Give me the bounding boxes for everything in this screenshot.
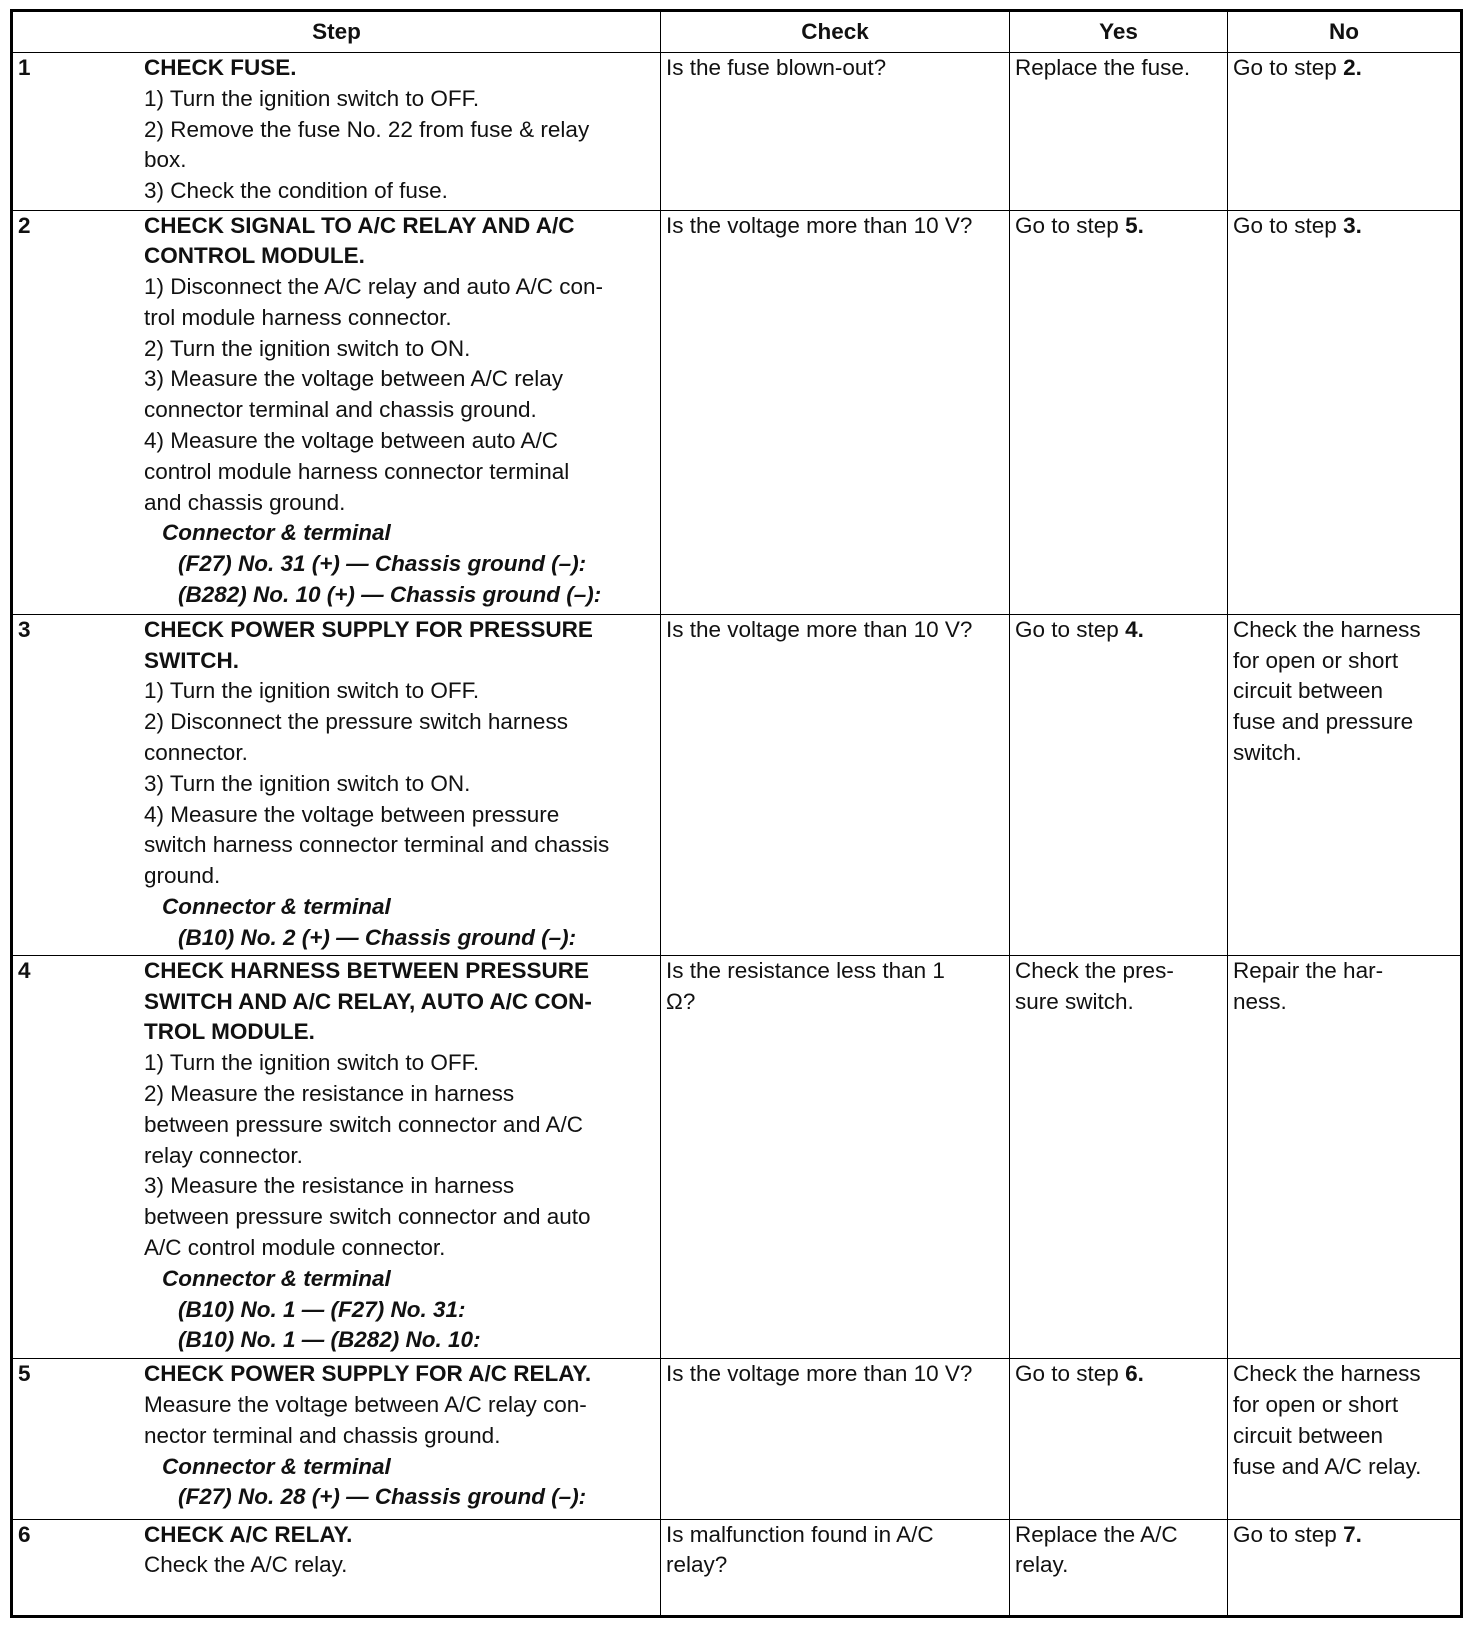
no-action: ness. [1233,988,1287,1014]
step-title: SWITCH AND A/C RELAY, AUTO A/C CON- [144,988,592,1014]
step-title: CHECK POWER SUPPLY FOR PRESSURE [144,616,593,642]
connector-terminal-heading: Connector & terminal [162,520,391,546]
step-instruction: Measure the voltage between A/C relay con- [144,1391,587,1417]
yes-cell [1010,1359,1228,1520]
step-instruction: 3) Turn the ignition switch to ON. [144,770,471,796]
step-title: CHECK HARNESS BETWEEN PRESSURE [144,957,590,983]
no-cell [1228,1359,1462,1520]
step-title: CHECK A/C RELAY. [144,1521,353,1547]
step-instruction: 2) Turn the ignition switch to ON. [144,335,471,361]
step-cell [12,210,661,614]
step-number: 6 [18,1521,31,1547]
step-title: CHECK FUSE. [144,55,297,80]
step-instruction: Check the A/C relay. [144,1552,348,1578]
header-row [12,11,1462,53]
step-instruction: between pressure switch connector and auto [144,1204,591,1230]
yes-action: relay. [1015,1552,1069,1578]
check-cell [661,53,1010,211]
no-action: circuit between [1233,678,1384,704]
step-title: CHECK SIGNAL TO A/C RELAY AND A/C [144,212,575,238]
yes-action: Go to step [1015,212,1126,238]
yes-action: sure switch. [1015,988,1134,1014]
no-step-ref: 3. [1343,212,1362,238]
step-instruction: 2) Remove the fuse No. 22 from fuse & relay [144,116,590,142]
check-question: Is the voltage more than 10 V? [666,1361,973,1387]
header-yes: Yes [1010,11,1228,53]
step-cell [12,53,661,211]
step-instruction: between pressure switch connector and A/C [144,1111,583,1137]
table-row [12,1519,1462,1616]
header-step: Step [12,11,661,53]
step-cell [12,614,661,955]
no-action: circuit between [1233,1422,1384,1448]
table-row [12,1359,1462,1520]
yes-action: Replace the fuse. [1015,55,1191,80]
no-cell [1228,210,1462,614]
yes-step-ref: 5. [1125,212,1144,238]
check-question: Is the voltage more than 10 V? [666,212,973,238]
step-instruction: 1) Turn the ignition switch to OFF. [144,85,480,111]
no-action: fuse and pressure [1233,709,1414,735]
step-instruction: switch harness connector terminal and chassis [144,832,610,858]
check-question: Is the fuse blown-out? [666,55,887,80]
yes-step-ref: 4. [1125,616,1144,642]
step-instruction: nector terminal and chassis ground. [144,1422,501,1448]
yes-cell [1010,53,1228,211]
check-cell [661,955,1010,1358]
yes-action: Go to step [1015,616,1126,642]
step-instruction: relay connector. [144,1142,303,1168]
step-cell [12,1359,661,1520]
yes-cell [1010,955,1228,1358]
check-cell [661,1359,1010,1520]
no-action: for open or short [1233,647,1399,673]
connector-terminal-heading: Connector & terminal [162,1453,391,1479]
step-number: 4 [18,957,31,983]
step-title: TROL MODULE. [144,1019,315,1045]
connector-terminal-item: (B10) No. 1 — (F27) No. 31: [178,1296,466,1322]
no-cell [1228,955,1462,1358]
step-cell [12,1519,661,1616]
no-action: Go to step [1233,55,1344,80]
step-instruction: 2) Disconnect the pressure switch harness [144,709,568,735]
yes-action: Check the pres- [1015,957,1174,983]
step-instruction: 1) Turn the ignition switch to OFF. [144,1050,480,1076]
step-title: CHECK POWER SUPPLY FOR A/C RELAY. [144,1361,592,1387]
step-instruction: 3) Check the condition of fuse. [144,178,448,204]
step-instruction: 1) Turn the ignition switch to OFF. [144,678,480,704]
check-question: relay? [666,1552,728,1578]
step-number: 3 [18,616,31,642]
table-row [12,955,1462,1358]
connector-terminal-item: (F27) No. 31 (+) — Chassis ground (–): [178,551,587,577]
connector-terminal-heading: Connector & terminal [162,1265,391,1291]
no-action: switch. [1233,739,1302,765]
step-instruction: 1) Disconnect the A/C relay and auto A/C con- [144,274,603,300]
header-check: Check [661,11,1010,53]
no-action: Go to step [1233,1521,1344,1547]
step-number: 1 [18,55,31,80]
step-title: SWITCH. [144,647,239,673]
no-action: Check the harness [1233,616,1421,642]
no-action: fuse and A/C relay. [1233,1453,1422,1479]
step-instruction: control module harness connector terminal [144,458,570,484]
step-instruction: A/C control module connector. [144,1235,446,1261]
check-cell [661,210,1010,614]
connector-terminal-heading: Connector & terminal [162,893,391,919]
check-question: Ω? [666,988,696,1014]
yes-cell [1010,1519,1228,1616]
step-instruction: trol module harness connector. [144,304,452,330]
step-number: 2 [18,212,31,238]
no-cell [1228,53,1462,211]
step-instruction: 4) Measure the voltage between pressure [144,801,560,827]
step-title: CONTROL MODULE. [144,243,365,269]
table-row [12,210,1462,614]
check-question: Is the resistance less than 1 [666,957,945,983]
connector-terminal-item: (B282) No. 10 (+) — Chassis ground (–): [178,582,602,608]
step-instruction: box. [144,147,187,173]
step-instruction: connector terminal and chassis ground. [144,397,537,423]
step-instruction: and chassis ground. [144,489,346,515]
yes-cell [1010,614,1228,955]
check-question: Is the voltage more than 10 V? [666,616,973,642]
step-instruction: 3) Measure the resistance in harness [144,1173,515,1199]
no-step-ref: 2. [1343,55,1362,80]
check-cell [661,1519,1010,1616]
yes-step-ref: 6. [1125,1361,1144,1387]
step-instruction: ground. [144,863,221,889]
step-instruction: 3) Measure the voltage between A/C relay [144,366,563,392]
yes-cell [1010,210,1228,614]
connector-terminal-item: (B10) No. 2 (+) — Chassis ground (–): [178,924,577,950]
step-number: 5 [18,1361,31,1387]
no-step-ref: 7. [1343,1521,1362,1547]
table-row [12,53,1462,211]
yes-action: Replace the A/C [1015,1521,1178,1547]
step-instruction: connector. [144,739,248,765]
step-cell [12,955,661,1358]
connector-terminal-item: (F27) No. 28 (+) — Chassis ground (–): [178,1484,587,1510]
no-action: Go to step [1233,212,1344,238]
check-cell [661,614,1010,955]
no-cell [1228,614,1462,955]
step-instruction: 2) Measure the resistance in harness [144,1081,515,1107]
check-question: Is malfunction found in A/C [666,1521,934,1547]
no-action: Check the harness [1233,1361,1421,1387]
diagnostic-table [10,9,1463,1618]
no-action: Repair the har- [1233,957,1384,983]
step-instruction: 4) Measure the voltage between auto A/C [144,428,559,454]
table-row [12,614,1462,955]
header-no: No [1228,11,1462,53]
no-cell [1228,1519,1462,1616]
connector-terminal-item: (B10) No. 1 — (B282) No. 10: [178,1327,481,1353]
no-action: for open or short [1233,1391,1399,1417]
yes-action: Go to step [1015,1361,1126,1387]
